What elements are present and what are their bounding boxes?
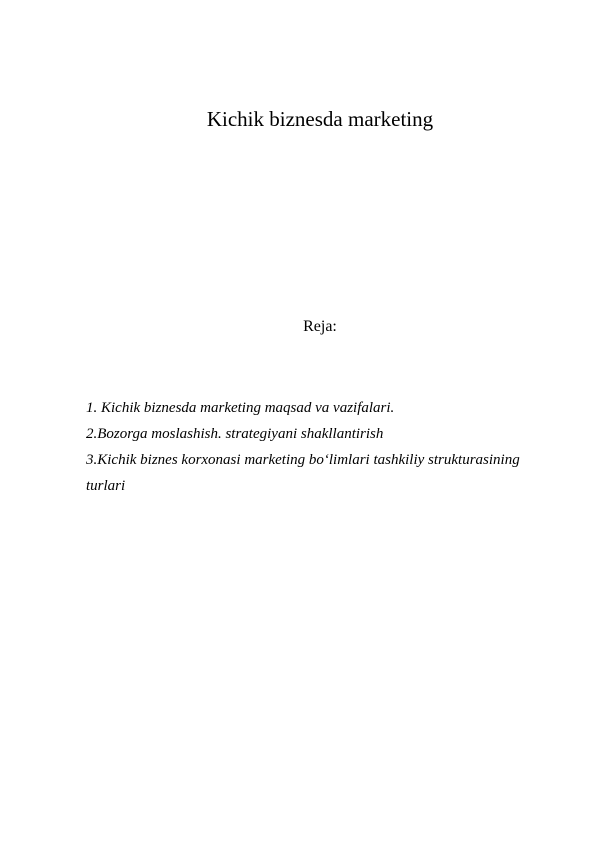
plan-heading: Reja:: [303, 318, 337, 335]
plan-list: [86, 395, 562, 499]
plan-item-3: 3.Kichik biznes korxonasi marketing bo‘limlari tashkiliy strukturasining turlari: [86, 452, 520, 494]
document-title: Kichik biznesda marketing: [206, 107, 434, 131]
plan-item-1: 1. Kichik biznesda marketing maqsad va vazifalari.: [86, 400, 395, 416]
plan-item-2: 2.Bozorga moslashish. strategiyani shakllantirish: [86, 426, 384, 442]
